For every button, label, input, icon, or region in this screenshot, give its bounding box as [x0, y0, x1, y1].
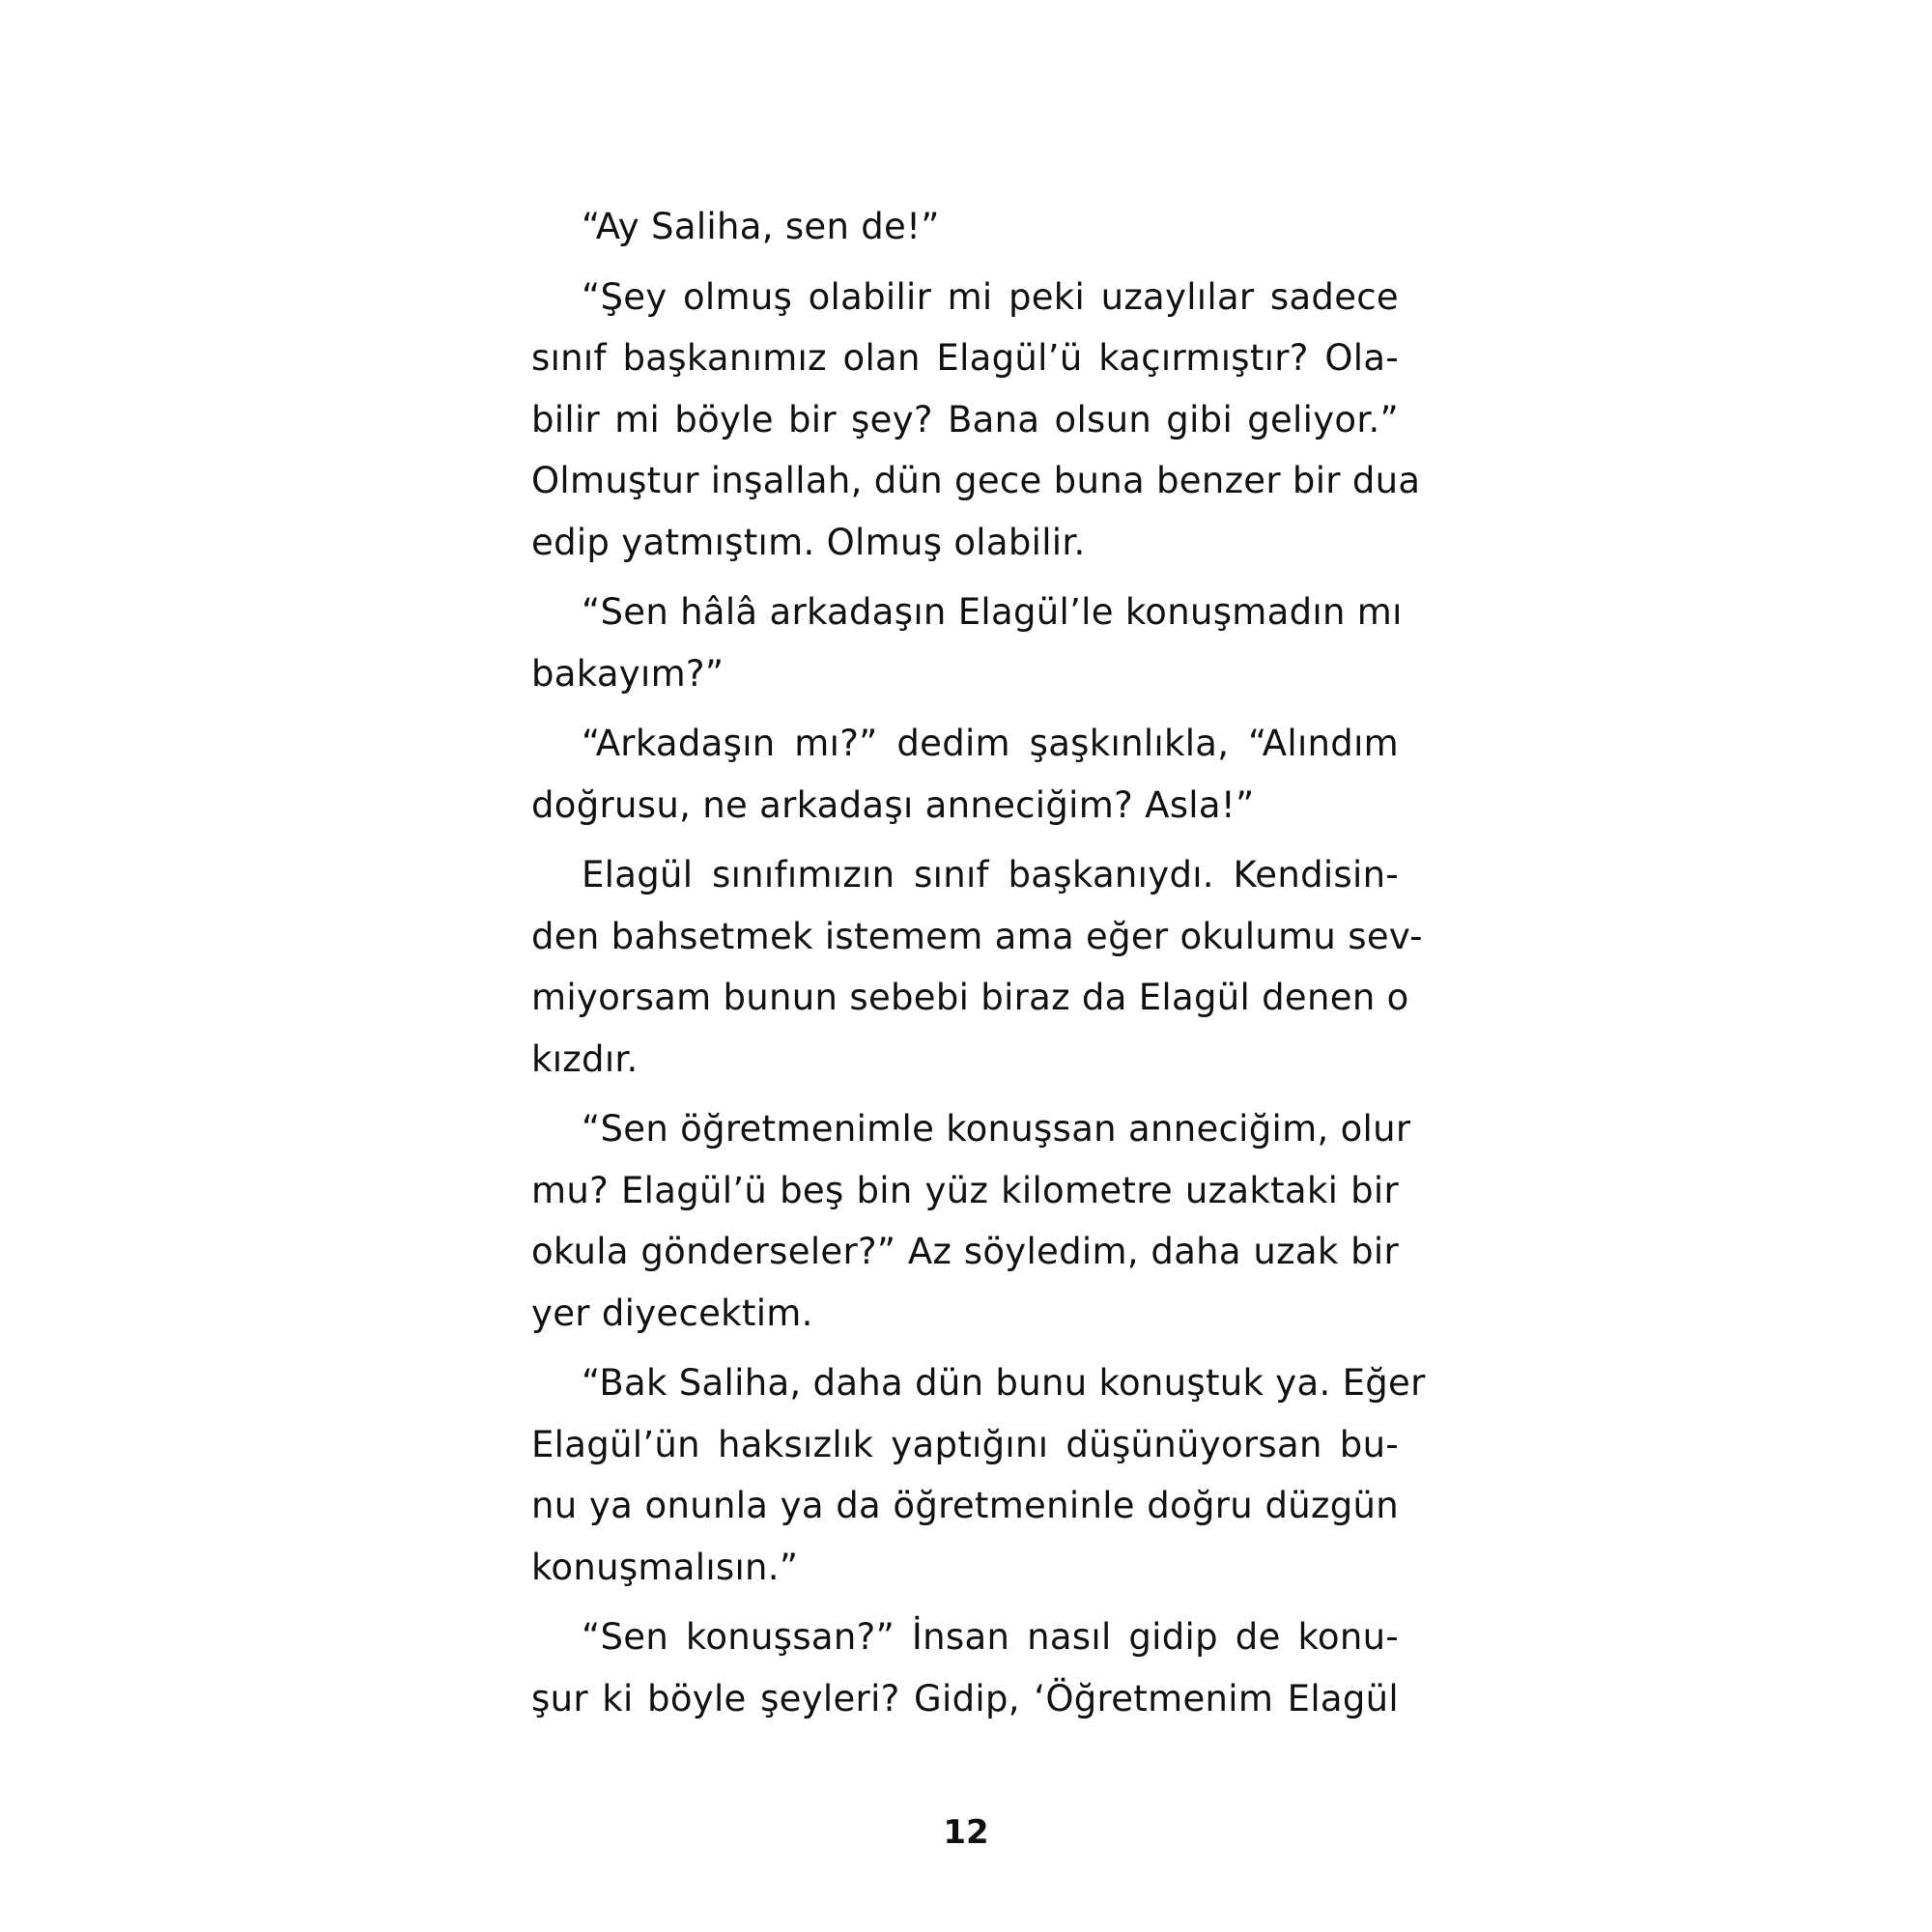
paragraph [531, 713, 1399, 836]
text-line: şur ki böyle şeyleri? Gidip, ‘Öğretmenim Elagül [531, 1677, 1399, 1719]
paragraph [531, 1352, 1426, 1598]
text-line: “Bak Saliha, daha dün bunu konuştuk ya. Eğer [582, 1362, 1426, 1404]
text-line: “Ay Saliha, sen de!” [582, 206, 940, 247]
text-line: kızdır. [531, 1037, 639, 1080]
text-line: “Sen hâlâ arkadaşın Elagül’le konuşmadın mı [582, 591, 1403, 633]
text-line: den bahsetmek istemem ama eğer okulumu sev- [531, 915, 1423, 957]
text-line: mu? Elagül’ü beş bin yüz kilometre uzaktaki bir [531, 1169, 1399, 1211]
text-line: nu ya onunla ya da öğretmeninle doğru düzgün [531, 1485, 1399, 1526]
paragraph [531, 1606, 1399, 1729]
paragraph [531, 267, 1421, 574]
text-line: sınıf başkanımız olan Elagül’ü kaçırmıştır? Ola- [531, 337, 1399, 379]
text-line: okula gönderseler?” Az söyledim, daha uzak bir [531, 1231, 1399, 1272]
text-line: “Şey olmuş olabilir mi peki uzaylılar sadece [582, 275, 1399, 318]
paragraph [531, 196, 1399, 258]
text-line: “Arkadaşın mı?” dedim şaşkınlıkla, “Alındım [582, 723, 1399, 764]
body-text [531, 196, 1426, 1738]
text-line: Elagül’ün haksızlık yaptığını düşünüyorsan bu- [531, 1423, 1399, 1465]
page-number: 12 [943, 1813, 989, 1852]
text-line: edip yatmıştım. Olmuş olabilir. [531, 521, 1086, 563]
text-line: “Sen öğretmenimle konuşsan anneciğim, olur [582, 1108, 1411, 1150]
paragraph [531, 582, 1403, 704]
text-line: bakayım?” [531, 652, 724, 695]
text-line: Elagül sınıfımızın sınıf başkanıydı. Kendisin- [582, 854, 1399, 895]
paragraph [531, 1098, 1411, 1344]
text-line: Olmuştur inşallah, dün gece buna benzer bir dua [531, 460, 1421, 501]
text-line: “Sen konuşsan?” İnsan nasıl gidip de konu- [582, 1616, 1399, 1658]
paragraph [531, 844, 1423, 1090]
text-line: miyorsam bunun sebebi biraz da Elagül denen o [531, 977, 1409, 1018]
text-line: doğrusu, ne arkadaşı anneciğim? Asla!” [531, 783, 1255, 826]
text-line: bilir mi böyle bir şey? Bana olsun gibi geliyor.” [531, 398, 1399, 440]
text-line: konuşmalısın.” [531, 1546, 799, 1588]
text-line: yer diyecektim. [531, 1292, 813, 1334]
